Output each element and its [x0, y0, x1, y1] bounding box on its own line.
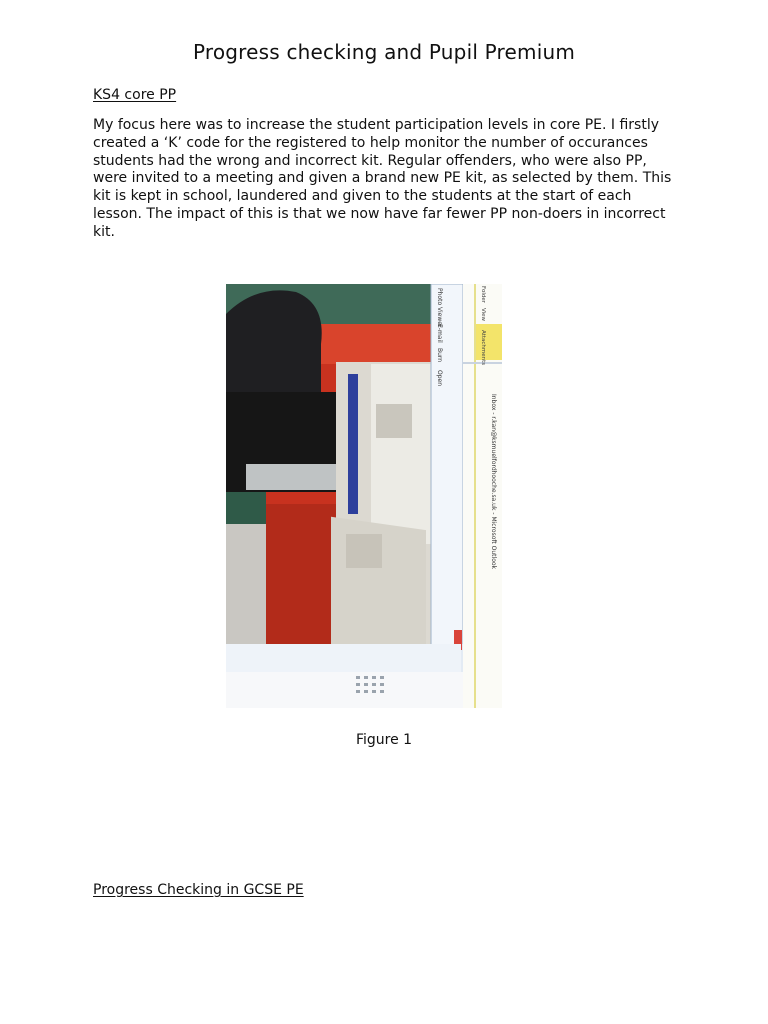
- section-heading-ks4: KS4 core PP: [93, 87, 177, 103]
- outlook-title-text: Inbox - r.kan@ksmuelfordhooche.sa.uk - Microsoft Outlook: [490, 394, 497, 570]
- svg-text:Burn: Burn: [436, 348, 443, 363]
- figure-1-photo: [226, 284, 502, 708]
- svg-text:Folder: Folder: [480, 286, 486, 303]
- svg-text:E-mail: E-mail: [436, 324, 443, 343]
- photo-viewer-menu-text: Photo Viewer: [436, 288, 443, 328]
- svg-text:Open: Open: [436, 370, 443, 387]
- section-heading-progress-checking: Progress Checking in GCSE PE: [93, 882, 304, 898]
- svg-text:Attachments: Attachments: [480, 330, 486, 366]
- figure-caption: Figure 1: [355, 732, 413, 748]
- page-title: Progress checking and Pupil Premium: [192, 40, 576, 64]
- photo-scene: [226, 284, 502, 708]
- svg-text:View: View: [480, 308, 486, 322]
- body-paragraph: My focus here was to increase the student participation levels in core PE. I firstly created a ‘K’ code for the registered to help monitor the number of occurances students had the wrong and incorrect kit. Regular offenders, who were also PP, were invited to a meeting and given a brand new PE kit, as selected by them. This kit is kept in school, laundered and given to the students at the start of each lesson. The impact of this is that we now have far fewer PP non-doers in incorrect kit.: [93, 117, 672, 240]
